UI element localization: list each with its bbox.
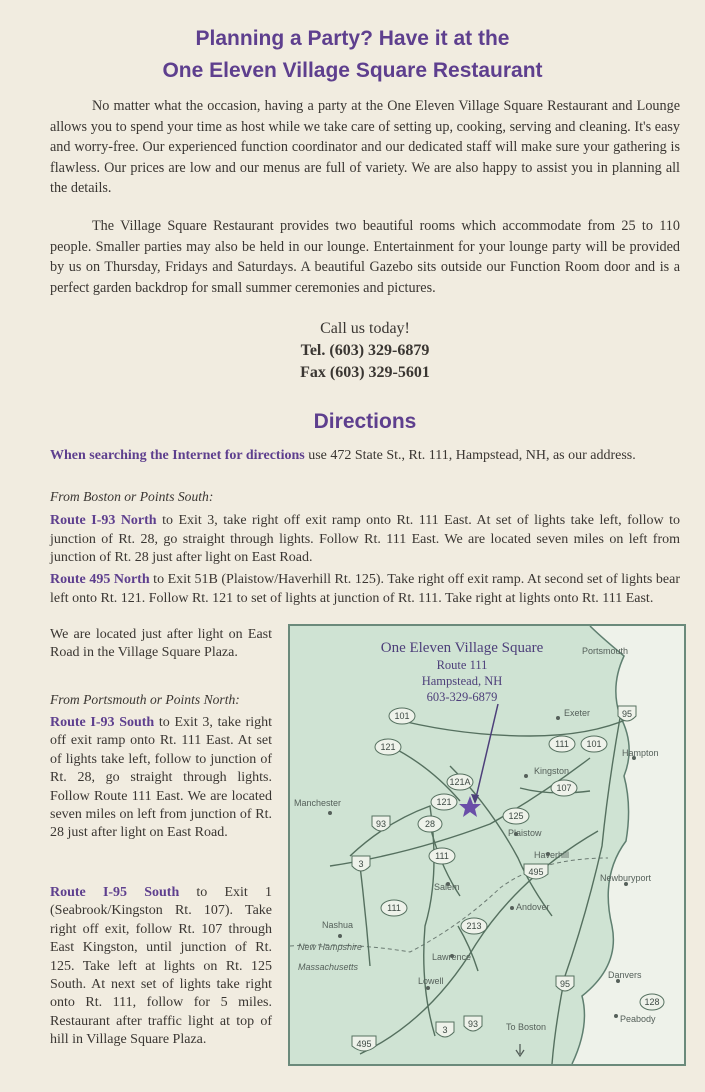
to-boston-arrow-icon [516,1044,524,1056]
shield-111-center [429,848,455,864]
svg-text:121A: 121A [449,777,471,787]
svg-text:93: 93 [467,1019,479,1029]
route-495-continued: We are located just after light on East Road in the Village Square Plaza. [50,627,272,661]
shield-101-east [581,736,607,752]
label-lawrence: Lawrence [432,952,472,962]
svg-text:213: 213 [466,921,482,931]
title-line-1: Planning a Party? Have it at the [195,27,510,50]
route-i93-south-lead: Route I-93 South [50,715,155,730]
route-495-north [50,571,680,608]
shield-95-north [618,706,636,721]
map-title: One Eleven Village Square [380,640,544,656]
label-new-hampshire: New Hampshire [298,942,363,952]
shield-125 [503,808,529,824]
map-town: Hampstead, NH [421,674,503,688]
svg-text:111: 111 [555,739,569,749]
svg-text:125: 125 [508,811,524,821]
label-newburyport: Newburyport [600,873,652,883]
route-i95-south-text: to Exit 1 (Seabrook/Kingston Rt. 107). Take right off exit, follow Rt. 107 through East Kingston, until junction of Rt. 125. Take left at lights on Rt. 125 South. At next set of lights take right onto Rt. 111, follow for 5 miles. Restaurant after traffic light at top of hill in Village Square Plaza. [50,885,272,1048]
label-kingston: Kingston [534,766,570,776]
label-peabody: Peabody [620,1014,656,1024]
shield-93-north [372,816,390,831]
road-i93 [350,806,435,1036]
shield-121A [447,774,473,790]
label-manchester: Manchester [294,798,342,808]
town-dot-lowell [426,986,430,990]
route-i93-north-text: to Exit 3, take right off exit ramp onto Rt. 111 East. At set of lights take left, follow to junction of Rt. 28, go straight through lights. Follow Rt. 111 East. We are located seven miles on left from junction of Rt. 28 just after light on East Road. [50,513,681,566]
route-i93-south-text: to Exit 3, take right off exit ramp onto Rt. 111 East. At set of lights take left, follow to junction of Rt. 28, go straight through lights. Follow Route 111 East. We are located seven miles on left from junction of Rt. 28 just after light on East Road. [50,715,273,841]
road-121 [390,746,460,801]
telephone-number: Tel. (603) 329-6879 [300,342,430,359]
title-line-2: One Eleven Village Square Restaurant [162,59,543,82]
svg-text:3: 3 [358,859,364,869]
svg-text:101: 101 [394,711,410,721]
map-phone: 603-329-6879 [426,690,498,704]
label-andover: Andover [516,902,550,912]
shield-111-east [549,736,575,752]
route-i95-south-lead: Route I-95 South [50,885,180,900]
route-i93-north [50,512,680,568]
svg-text:495: 495 [356,1039,372,1049]
svg-text:93: 93 [375,819,387,829]
svg-text:101: 101 [586,739,602,749]
town-dot-exeter [556,716,560,720]
svg-text:28: 28 [424,819,436,829]
shield-107 [551,780,577,796]
ocean-area [572,626,684,1064]
label-to-boston: To Boston [506,1022,547,1032]
town-dot-nashua [338,934,342,938]
from-south-heading: From Boston or Points South: [50,489,214,504]
shield-101-west [389,708,415,724]
shield-495-south [352,1036,376,1051]
town-dot-andover [510,906,514,910]
svg-text:95: 95 [621,709,633,719]
label-haverhill: Haverhill [534,850,570,860]
route-495-north-text: to Exit 51B (Plaistow/Haverhill Rt. 125). Take right off exit ramp. At second set of lights bear left onto Rt. 121. Follow Rt. 121 to set of lights at junction of Rt. 111. Take right at lights onto Rt. 111 East. [50,572,680,606]
shield-121-south [431,794,457,810]
svg-text:3: 3 [442,1025,448,1035]
restaurant-star-icon [459,796,481,817]
label-massachusetts: Massachusetts [298,962,359,972]
svg-text:95: 95 [559,979,571,989]
road-101 [390,718,630,736]
svg-text:495: 495 [528,867,544,877]
state-border [290,858,608,952]
label-hampton: Hampton [622,748,659,758]
route-i93-north-lead: Route I-93 North [50,513,157,528]
fax-number: Fax (603) 329-5601 [300,364,430,381]
label-portsmouth: Portsmouth [582,646,629,656]
shield-121-north [375,739,401,755]
shield-3-south [436,1022,454,1037]
map-route: Route 111 [436,658,488,672]
directions-intro-lead: When searching the Internet for directions [50,448,305,463]
town-dot-kingston [524,774,528,778]
label-exeter: Exeter [564,708,591,718]
map-pointer-line [475,704,498,802]
route-i93-south [50,714,272,843]
label-plaistow: Plaistow [508,828,542,838]
svg-text:111: 111 [387,903,401,913]
shield-3-north [352,856,370,871]
svg-text:121: 121 [380,742,396,752]
shield-128 [640,994,664,1010]
shield-95-south [556,976,574,991]
label-lowell: Lowell [418,976,444,986]
call-today: Call us today! [320,320,410,337]
svg-text:107: 107 [556,783,572,793]
town-dot-peabody [614,1014,618,1018]
shield-93-south [464,1016,482,1031]
intro-paragraph-1: No matter what the occasion, having a party at the One Eleven Village Square Restaurant and Lounge allows you to spend your time as host while we take care of setting up, cooking, serving and cleaning. It's easy and worry-free. Our experienced function coordinator and our dedicated staff will make sure your gathering is flawless. Our prices are low and our menus are full of variety. We are also happy to assist you in planning all the details. [50,98,680,197]
shield-495-north [524,864,548,879]
route-i95-south [50,884,272,1050]
town-dot-manchester [328,811,332,815]
label-danvers: Danvers [608,970,642,980]
directions-title: Directions [313,410,417,433]
shield-111-west [381,900,407,916]
svg-text:128: 128 [644,997,660,1007]
intro-paragraph-2: The Village Square Restaurant provides two beautiful rooms which accommodate from 25 to 110 people. Smaller parties may also be held in our lounge. Entertainment for your lounge party will be provided by us on Thursday, Fridays and Saturdays. A beautiful Gazebo sits outside our Function Room door and is a perfect garden backdrop for small summer ceremonies and pictures. [50,218,680,296]
route-495-north-lead: Route 495 North [50,572,150,587]
shield-213 [461,918,487,934]
shield-28 [418,816,442,832]
directions-intro-rest: use 472 State St., Rt. 111, Hampstead, NH, as our address. [304,448,636,463]
from-north-heading: From Portsmouth or Points North: [50,692,240,707]
label-salem: Salem [434,882,460,892]
location-map [288,624,686,1066]
svg-text:111: 111 [435,851,449,861]
svg-text:121: 121 [436,797,452,807]
directions-intro [50,447,680,466]
label-nashua: Nashua [322,920,354,930]
